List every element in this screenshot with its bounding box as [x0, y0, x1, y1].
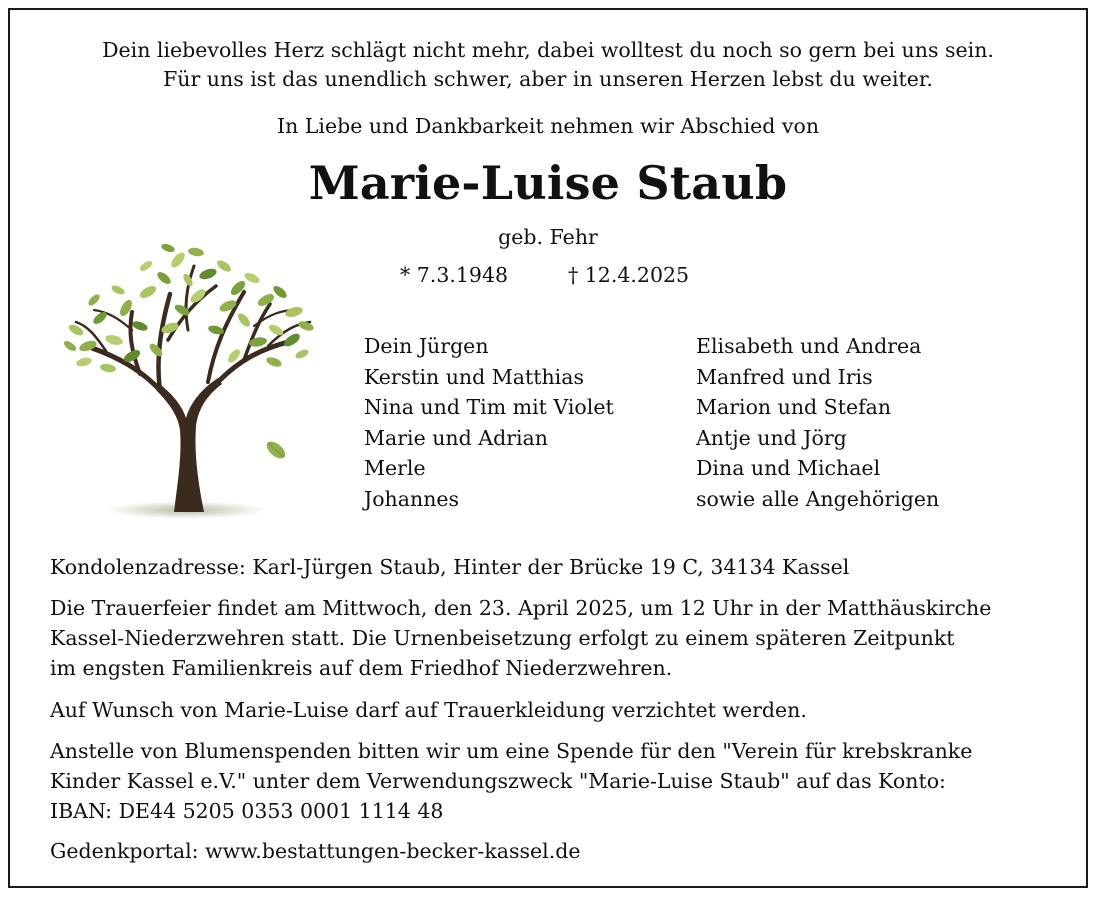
memorial-portal: Gedenkportal: www.bestattungen-becker-kassel.de [50, 839, 581, 863]
ceremony-line-2: Kassel-Niederzwehren statt. Die Urnenbeisetzung erfolgt zu einem späteren Zeitpunkt [50, 626, 955, 650]
verse-line-2: Für uns ist das unendlich schwer, aber in unseren Herzen lebst du weiter. [163, 67, 933, 91]
mourners-left-column [364, 331, 614, 514]
mourner-name: Antje und Jörg [696, 425, 847, 450]
mourner-name: Merle [364, 456, 426, 480]
donation-iban: IBAN: DE44 5205 0353 0001 1114 48 [50, 799, 444, 823]
deceased-name: Marie-Luise Staub [308, 156, 788, 210]
donation-line-2: Kinder Kassel e.V." unter dem Verwendungszweck "Marie-Luise Staub" auf das Konto: [50, 769, 946, 793]
mourner-name: Dina und Michael [696, 456, 881, 480]
birth-date: * 7.3.1948 [400, 263, 509, 287]
obituary-card [8, 8, 1088, 888]
mourner-name: Johannes [364, 486, 460, 511]
ceremony-line-3: im engsten Familienkreis auf dem Friedhof Niederzwehren. [50, 656, 673, 680]
mourner-name: Manfred und Iris [696, 364, 873, 389]
condolence-address: Kondolenzadresse: Karl-Jürgen Staub, Hinter der Brücke 19 C, 34134 Kassel [50, 555, 850, 579]
mourner-name: Dein Jürgen [364, 334, 489, 358]
intro-line: In Liebe und Dankbarkeit nehmen wir Abschied von [276, 114, 820, 138]
mourner-name: Nina und Tim mit Violet [364, 395, 614, 419]
donation-line-1: Anstelle von Blumenspenden bitten wir um eine Spende für den "Verein für krebskranke [50, 739, 973, 763]
mourner-name: Marion und Stefan [696, 395, 892, 419]
clothing-wish: Auf Wunsch von Marie-Luise darf auf Trauerkleidung verzichtet werden. [50, 698, 807, 722]
verse-line-1: Dein liebevolles Herz schlägt nicht mehr, dabei wolltest du noch so gern bei uns sein. [102, 38, 994, 62]
ceremony-line-1: Die Trauerfeier findet am Mittwoch, den 23. April 2025, um 12 Uhr in der Matthäuskirche [50, 596, 992, 620]
mourner-name: Marie und Adrian [364, 425, 548, 450]
mourner-name: sowie alle Angehörigen [696, 486, 940, 511]
tree-icon [48, 230, 323, 525]
death-date: † 12.4.2025 [568, 263, 690, 287]
mourner-name: Elisabeth und Andrea [696, 334, 922, 358]
mourners-right-column [696, 331, 939, 514]
birth-name: geb. Fehr [498, 225, 598, 249]
mourner-name: Kerstin und Matthias [364, 364, 584, 389]
